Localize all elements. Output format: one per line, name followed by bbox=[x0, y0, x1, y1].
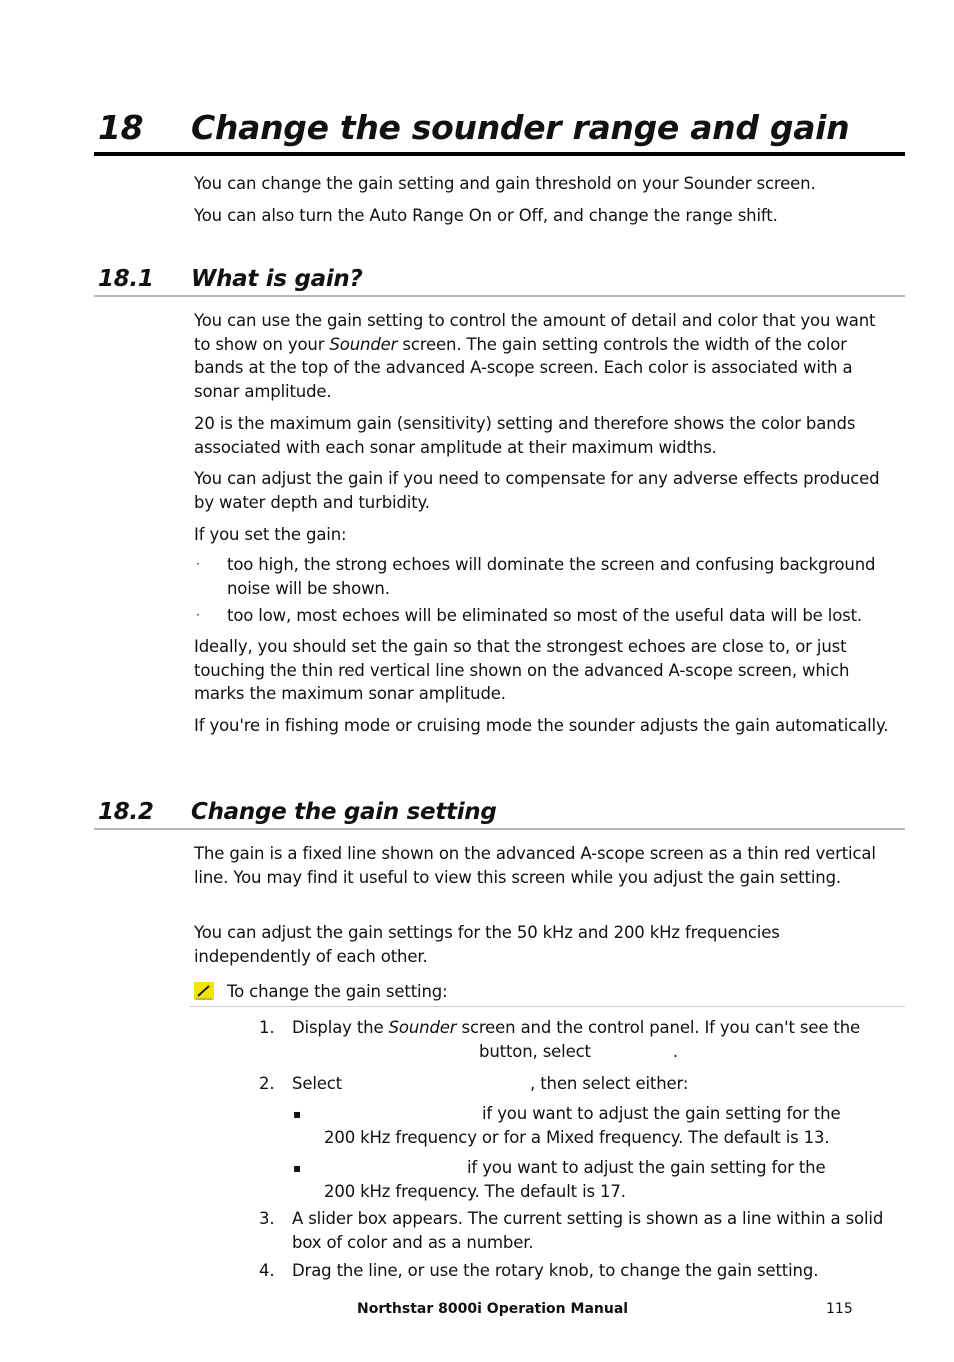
gain-paragraph-5: Ideally, you should set the gain so that the strongest echoes are close to, or just touching the thin red vertical line shown on the advanced A-scope screen, which marks the maximum sonar amplitude. bbox=[194, 637, 850, 703]
gain-paragraph-3: You can adjust the gain if you need to compensate for any adverse effects produced by water depth and turbidity. bbox=[194, 469, 880, 512]
procedure-title: To change the gain setting: bbox=[227, 982, 448, 1001]
step-number: 2. bbox=[259, 1074, 275, 1093]
procedure-header bbox=[190, 980, 905, 1007]
section-number: 18.1 bbox=[98, 266, 154, 292]
intro-paragraph-2: You can also turn the Auto Range On or Off, and change the range shift. bbox=[194, 206, 778, 225]
footer-manual-title: Northstar 8000i Operation Manual bbox=[357, 1301, 629, 1317]
gain-paragraph-4: If you set the gain: bbox=[194, 525, 347, 544]
bullet-mark: · bbox=[196, 557, 200, 571]
sub-step-text: if you want to adjust the gain setting for the 200 kHz frequency. The default is 17. bbox=[324, 1158, 826, 1201]
page-number: 115 bbox=[826, 1301, 853, 1317]
bullet-mark: · bbox=[196, 608, 200, 622]
bullet-text: too low, most echoes will be eliminated so most of the useful data will be lost. bbox=[227, 606, 863, 625]
step-text: Select , then select either: bbox=[292, 1074, 689, 1093]
sub-step-text: if you want to adjust the gain setting for the 200 kHz frequency or for a Mixed frequency. The default is 13. bbox=[324, 1104, 841, 1147]
step-text: Drag the line, or use the rotary knob, to change the gain setting. bbox=[292, 1261, 819, 1280]
bullet-text: too high, the strong echoes will dominate the screen and confusing background noise will be shown. bbox=[227, 555, 876, 598]
sounder-emphasis: Sounder bbox=[329, 334, 398, 354]
section-heading-18-2 bbox=[94, 796, 905, 830]
step-number: 1. bbox=[259, 1018, 275, 1037]
step-text: A slider box appears. The current setting is shown as a line within a solid box of color and as a number. bbox=[292, 1209, 884, 1252]
pencil-icon bbox=[194, 982, 214, 1000]
square-bullet: ▪ bbox=[293, 1161, 301, 1175]
section-title: Change the gain setting bbox=[191, 799, 497, 825]
sounder-emphasis: Sounder bbox=[388, 1018, 457, 1037]
chapter-number: 18 bbox=[98, 108, 144, 147]
step-number: 3. bbox=[259, 1209, 275, 1228]
chapter-title: Change the sounder range and gain bbox=[191, 108, 850, 147]
section-heading-18-1 bbox=[94, 263, 905, 297]
gain-paragraph-2: 20 is the maximum gain (sensitivity) setting and therefore shows the color bands associated with each sonar amplitude at their maximum widths. bbox=[194, 414, 856, 457]
step-number: 4. bbox=[259, 1261, 275, 1280]
square-bullet: ▪ bbox=[293, 1107, 301, 1121]
intro-paragraph-1: You can change the gain setting and gain threshold on your Sounder screen. bbox=[194, 174, 816, 193]
section-title: What is gain? bbox=[191, 266, 363, 292]
step-text: Display the Sounder screen and the control panel. If you can't see the button, select . bbox=[292, 1018, 861, 1061]
gain-paragraph-6: If you're in fishing mode or cruising mode the sounder adjusts the gain automatically. bbox=[194, 716, 889, 735]
gain-paragraph-1: You can use the gain setting to control the amount of detail and color that you want to show on your Sounder screen. The gain setting controls the width of the color bands at the top of the advanced A-scope screen. Each color is associated with a sonar amplitude. bbox=[194, 311, 876, 401]
setting-paragraph-2: You can adjust the gain settings for the 50 kHz and 200 kHz frequencies independently of each other. bbox=[194, 923, 780, 966]
setting-paragraph-1: The gain is a fixed line shown on the advanced A-scope screen as a thin red vertical line. You may find it useful to view this screen while you adjust the gain setting. bbox=[194, 844, 876, 887]
chapter-heading bbox=[94, 104, 905, 156]
section-number: 18.2 bbox=[98, 799, 154, 825]
